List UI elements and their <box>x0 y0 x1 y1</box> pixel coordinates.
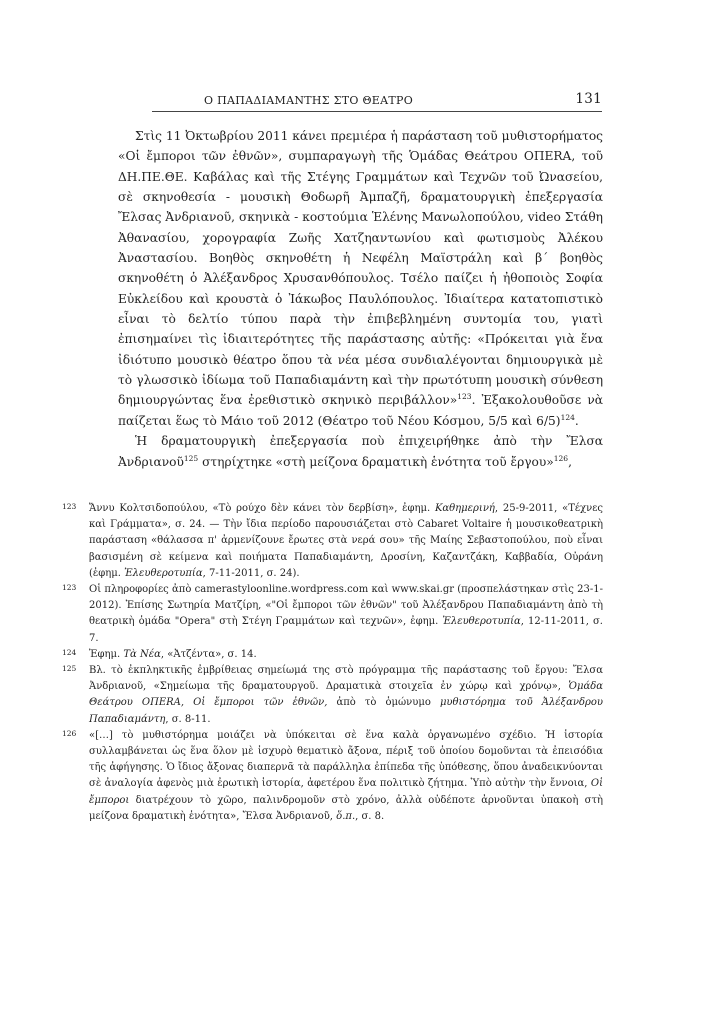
footnote-italic: ὅ.π. <box>336 810 356 822</box>
footnote-text: ἀπὸ τὸ ὁμώνυμο <box>327 697 440 709</box>
paragraph <box>118 431 603 472</box>
footnote-text: Ἐφημ. <box>89 648 124 660</box>
footnotes <box>62 501 603 825</box>
running-title: Ο ΠΑΠΑΔΙΑΜΑΝΤΗΣ ΣΤΟ ΘΕΑΤΡΟ <box>204 94 414 107</box>
footnote-italic: Καθημερινή <box>434 503 495 514</box>
footnote-ref: 123 <box>457 392 472 402</box>
footnote <box>62 728 603 825</box>
footnote-italic: Ὁμάδα Θεάτρου ΟΠΕRA, Οἱ ἔμποροι τῶν ἐθνῶν, <box>89 681 603 709</box>
footnote-text: Οἱ πληροφορίες ἀπὸ camerastyloonline.wordpress.com καὶ www.skai.gr (προσπελάστηκαν στὶς 23-1-2012). Ἐπίσης Σωτηρία Ματζίρη, «"Οἱ ἔμποροι τῶν ἐθνῶν" τοῦ Ἀλέξανδρου Παπαδιαμάντη ἀπὸ τὴ θεατρικὴ ὁμάδα "Opera" στὴ Στέγη Γραμμάτων καὶ τεχνῶν», ἐφημ. <box>89 584 603 628</box>
footnote-number: 126 <box>62 728 77 738</box>
paragraph-text: στηρίχτηκε «στὴ μείζονα δραματικὴ ἑνότητα τοῦ ἔργου» <box>198 454 554 469</box>
footnote <box>62 647 603 663</box>
header-rule <box>152 111 602 112</box>
page-number: 131 <box>575 91 602 107</box>
paragraph <box>118 126 603 431</box>
footnote-italic: Ἐλευθεροτυπία <box>124 567 203 579</box>
footnote-number: 123 <box>62 583 77 593</box>
footnote-ref: 124 <box>560 412 575 422</box>
footnote-text: Βλ. τὸ ἐκπληκτικῆς ἐμβρίθειας σημείωμά της στὸ πρόγραμμα τῆς παράστασης τοῦ ἔργου: Ἔλσα Ἀνδριανοῦ, «Σημείωμα τῆς δραματουργοῦ. Δραματικὰ στοιχεῖα ἐν χώρῳ καὶ χρόνῳ», <box>89 665 603 693</box>
footnote-text: , 7-11-2011, σ. 24). <box>202 567 300 579</box>
main-text <box>118 126 603 472</box>
footnote <box>62 582 603 647</box>
footnote-text: , 12-11-2011, σ. 7. <box>89 616 603 644</box>
footnote <box>62 663 603 728</box>
footnote-italic: Ἐλευθεροτυπία <box>442 616 521 628</box>
footnote-text: διατρέχουν τὸ χῶρο, παλινδρομοῦν στὸ χρόνο, ἀλλὰ οὐδέποτε ἀρνοῦνται ὑπακοὴ στὴ μείζονα δραματικὴ ἑνότητα», Ἔλσα Ἀνδριανοῦ, <box>89 794 603 822</box>
footnote <box>62 501 603 582</box>
paragraph-text: Στὶς 11 Ὀκτωβρίου 2011 κάνει πρεμιέρα ἡ παράσταση τοῦ μυθιστορήματος «Οἱ ἔμποροι τῶν ἐθνῶν», συμπαραγωγὴ τῆς Ὁμάδας Θεάτρου ΟΠΕRA, τοῦ ΔΗ.ΠΕ.ΘΕ. Καβάλας καὶ τῆς Στέγης Γραμμάτων καὶ Τεχνῶν τοῦ Ὠνασείου, σὲ σκηνοθεσία - μουσικὴ Θοδωρῆ Ἀμπαζῆ, δραματουργικὴ ἐπεξεργασία Ἔλσας Ἀνδριανοῦ, σκηνικὰ - κοστούμια Ἑλένης Μανωλοπούλου, video Στάθη Ἀθανασίου, χορογραφία Ζωῆς Χατζηαντωνίου καὶ φωτισμοὺς Ἀλέκου Ἀναστασίου. Βοηθὸς σκηνοθέτη ἡ Νεφέλη Μαϊστράλη καὶ β΄ βοηθὸς σκηνοθέτη ὁ Ἀλέξανδρος Χρυσανθόπουλος. Τσέλο παίζει ἡ ἠθοποιὸς Σοφία Εὐκλείδου καὶ κρουστὰ ὁ Ἰάκωβος Παυλόπουλος. Ἰδιαίτερα κατατοπιστικὸ εἶναι τὸ δελτίο τύπου παρὰ τὴν ἐπιβεβλημένη συντομία του, γιατὶ ἐπισημαίνει τὶς ἰδιαιτερότητες τῆς παράστασης αὐτῆς: «Πρόκειται γιὰ ἕνα ἰδιότυπο μουσικὸ θέατρο ὅπου τὰ νέα μέσα συνδιαλέγονται δημιουργικὰ μὲ τὸ γλωσσικὸ ἰδίωμα τοῦ Παπαδιαμάντη καὶ τὴν πρωτότυπη μουσικὴ σύνθεση δημιουργώντας ἕνα ἐρεθιστικὸ σκηνικὸ περιβάλλον» <box>118 129 603 408</box>
paragraph-text: Ἡ δραματουργικὴ ἐπεξεργασία ποὺ ἐπιχειρήθηκε ἀπὸ τὴν Ἔλσα Ἀνδριανοῦ <box>118 434 603 469</box>
footnote-number: 125 <box>62 664 77 674</box>
footnote-text: Ἄννυ Κολτσιδοπούλου, «Τὸ ρούχο δὲν κάνει τὸν δερβίση», ἐφημ. <box>89 503 435 514</box>
paragraph-text: . Ἐξακολουθοῦσε νὰ παίζεται ἕως τὸ Μάιο τοῦ 2012 (Θέατρο τοῦ Νέου Κόσμου, 5/5 καὶ 6/5) <box>118 393 603 428</box>
footnote-number: 123 <box>62 502 77 511</box>
footnote-italic: Τὰ Νέα <box>123 648 161 660</box>
paragraph-text: . <box>574 413 579 428</box>
footnote-text: , σ. 8. <box>355 810 385 822</box>
footnote-ref: 126 <box>553 453 569 463</box>
footnote-text: , 25-9-2011, «Τέχνες καὶ Γράμματα», σ. 24. — Τὴν ἴδια περίοδο παρουσιάζεται στὸ Cabaret Voltaire ἡ μουσικοθεατρικὴ παράσταση «θάλασσα π' ἀρμενίζουνε ἔρωτες στὰ νερά σου» τῆς Μαίης Σεβαστοπούλου, ποὺ εἶναι βασισμένη σὲ κείμενα καὶ ποιήματα Παπαδιαμάντη, Δροσίνη, Καζαντζάκη, Καββαδία, Οὐράνη (ἐφημ. <box>89 503 603 579</box>
footnote-italic: Οἱ ἔμποροι <box>89 778 603 806</box>
footnote-text: «[…] τὸ μυθιστόρημα μοιάζει νὰ ὑπόκειται σὲ ἕνα καλὰ ὀργανωμένο σχέδιο. Ἡ ἱστορία συλλαμβάνεται ὡς ἕνα ὅλον μὲ ἰσχυρὸ θεματικὸ ἄξονα, πέριξ τοῦ ὁποίου δομοῦνται τὰ ἐπεισόδια τῆς ἀφήγησης. Ὁ ἴδιος ἄξονας διαπερνᾶ τὰ παράλληλα ἐπίπεδα τῆς ὑπόθεσης, ὅπου ἀναδεικνύονται σὲ ἀναλογία ἀφενὸς μιὰ ἐρωτικὴ ἱστορία, ἀφετέρου ἕνα πολιτικὸ ζήτημα. Ὑπὸ αὐτὴν τὴν ἔννοια, <box>89 729 603 790</box>
footnote-text: , σ. 8-11. <box>165 713 211 725</box>
footnote-text: , «Ἀτζέντα», σ. 14. <box>160 648 257 660</box>
footnote-number: 124 <box>62 647 77 657</box>
paragraph-text: , <box>568 454 572 469</box>
footnote-ref: 125 <box>183 453 199 463</box>
footnote-italic: μυθιστόρημα τοῦ Ἀλέξανδρου Παπαδιαμάντη <box>89 697 603 725</box>
running-header <box>152 90 602 110</box>
